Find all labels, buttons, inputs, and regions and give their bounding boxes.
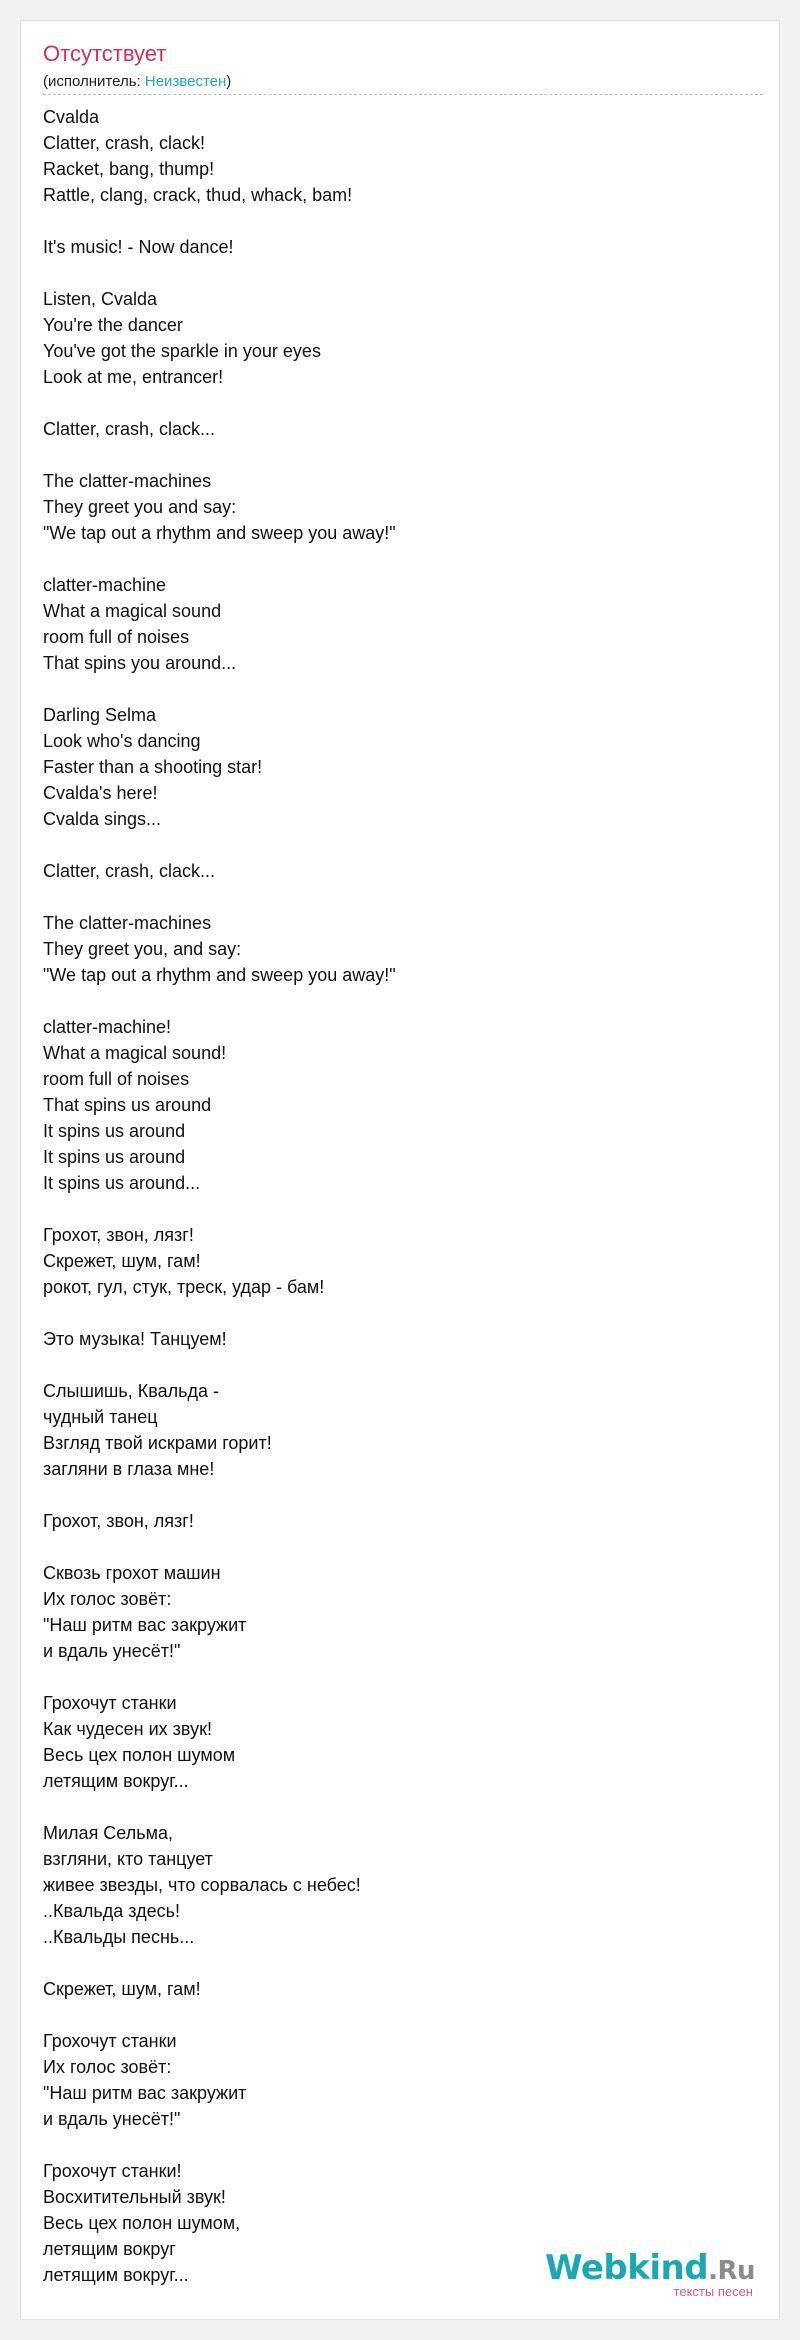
lyric-line: летящим вокруг	[43, 2239, 176, 2259]
lyric-line: Слышишь, Квальда -	[43, 1381, 220, 1401]
lyric-line: Грохочут станки	[43, 1693, 177, 1713]
stanza-break	[43, 1664, 763, 1690]
lyric-line: Faster than a shooting star!	[43, 757, 263, 777]
lyric-line: room full of noises	[43, 1069, 190, 1089]
lyric-line: Весь цех полон шумом,	[43, 2213, 241, 2233]
lyric-line: Грохочут станки	[43, 2031, 177, 2051]
lyric-line: Darling Selma	[43, 705, 157, 725]
lyric-line: ..Квальда здесь!	[43, 1901, 181, 1921]
lyric-line: Грохот, звон, лязг!	[43, 1511, 194, 1531]
lyric-line: Весь цех полон шумом	[43, 1745, 236, 1765]
lyric-line: Clatter, crash, clack...	[43, 419, 216, 439]
lyric-line: Скрежет, шум, гам!	[43, 1251, 201, 1271]
stanza-break	[43, 1196, 763, 1222]
stanza-break	[43, 260, 763, 286]
lyric-line: What a magical sound	[43, 601, 222, 621]
lyrics-text	[43, 104, 763, 2288]
stanza-break	[43, 2132, 763, 2158]
lyric-line: летящим вокруг...	[43, 2265, 189, 2285]
stanza-break	[43, 832, 763, 858]
lyric-line: clatter-machine	[43, 575, 167, 595]
lyric-line: чудный танец	[43, 1407, 158, 1427]
stanza-break	[43, 884, 763, 910]
lyric-line: That spins you around...	[43, 653, 237, 673]
lyric-line: You're the dancer	[43, 315, 183, 335]
lyric-line: It spins us around	[43, 1121, 186, 1141]
lyric-line: Racket, bang, thump!	[43, 159, 215, 179]
artist-byline	[43, 73, 231, 91]
stanza-break	[43, 988, 763, 1014]
lyric-line: Восхитительный звук!	[43, 2187, 226, 2207]
lyric-line: Милая Сельма,	[43, 1823, 173, 1843]
lyric-line: Грохочут станки!	[43, 2161, 182, 2181]
lyric-line: Listen, Cvalda	[43, 289, 158, 309]
lyric-line: Сквозь грохот машин	[43, 1563, 221, 1583]
byline-prefix: (исполнитель:	[43, 73, 145, 90]
lyric-line: It's music! - Now dance!	[43, 237, 234, 257]
lyrics-card	[20, 20, 780, 2320]
lyric-line: и вдаль унесёт!"	[43, 2109, 181, 2129]
stanza-break	[43, 546, 763, 572]
lyric-line: Cvalda	[43, 107, 100, 127]
stanza-break	[43, 1352, 763, 1378]
lyric-line: загляни в глаза мне!	[43, 1459, 215, 1479]
stanza-break	[43, 1534, 763, 1560]
stanza-break	[43, 2002, 763, 2028]
lyric-line: Look who's dancing	[43, 731, 201, 751]
lyric-line: room full of noises	[43, 627, 190, 647]
lyric-line: Cvalda's here!	[43, 783, 158, 803]
lyric-line: What a magical sound!	[43, 1043, 227, 1063]
lyric-line: "We tap out a rhythm and sweep you away!"	[43, 523, 396, 543]
lyric-line: летящим вокруг...	[43, 1771, 189, 1791]
stanza-break	[43, 390, 763, 416]
lyric-line: "Наш ритм вас закружит	[43, 1615, 247, 1635]
lyric-line: It spins us around...	[43, 1173, 201, 1193]
song-title: Отсутствует	[43, 41, 167, 66]
stanza-break	[43, 1300, 763, 1326]
lyric-line: взгляни, кто танцует	[43, 1849, 213, 1869]
lyric-line: Это музыка! Танцуем!	[43, 1329, 227, 1349]
byline-suffix: )	[226, 73, 232, 90]
stanza-break	[43, 1950, 763, 1976]
stanza-break	[43, 442, 763, 468]
lyric-line: ..Квальды песнь...	[43, 1927, 195, 1947]
lyric-line: It spins us around	[43, 1147, 186, 1167]
lyric-line: Rattle, clang, crack, thud, whack, bam!	[43, 185, 353, 205]
lyric-line: Их голос зовёт:	[43, 2057, 172, 2077]
stanza-break	[43, 676, 763, 702]
lyric-line: Look at me, entrancer!	[43, 367, 224, 387]
logo-brand: Webkind	[545, 2248, 709, 2288]
stanza-break	[43, 208, 763, 234]
lyric-line: That spins us around	[43, 1095, 212, 1115]
lyric-line: и вдаль унесёт!"	[43, 1641, 181, 1661]
lyric-line: You've got the sparkle in your eyes	[43, 341, 321, 361]
lyric-line: Как чудесен их звук!	[43, 1719, 212, 1739]
lyric-line: The clatter-machines	[43, 471, 212, 491]
lyric-line: Скрежет, шум, гам!	[43, 1979, 201, 1999]
lyric-line: "Наш ритм вас закружит	[43, 2083, 247, 2103]
lyric-line: Взгляд твой искрами горит!	[43, 1433, 272, 1453]
lyric-line: They greet you, and say:	[43, 939, 242, 959]
lyric-line: Их голос зовёт:	[43, 1589, 172, 1609]
lyric-line: Clatter, crash, clack...	[43, 861, 216, 881]
lyric-line: Грохот, звон, лязг!	[43, 1225, 194, 1245]
lyric-line: Clatter, crash, clack!	[43, 133, 206, 153]
lyric-line: живее звезды, что сорвалась с небес!	[43, 1875, 361, 1895]
webkind-logo[interactable]	[545, 2250, 755, 2299]
lyric-line: Cvalda sings...	[43, 809, 162, 829]
lyric-line: clatter-machine!	[43, 1017, 172, 1037]
stanza-break	[43, 1794, 763, 1820]
logo-tagline: тексты песен	[673, 2284, 753, 2299]
artist-link[interactable]: Неизвестен	[144, 73, 227, 90]
lyric-line: рокот, гул, стук, треск, удар - бам!	[43, 1277, 325, 1297]
title-divider	[43, 94, 763, 95]
logo-tld: .Ru	[708, 2256, 755, 2286]
lyric-line: They greet you and say:	[43, 497, 237, 517]
lyric-line: The clatter-machines	[43, 913, 212, 933]
lyric-line: "We tap out a rhythm and sweep you away!"	[43, 965, 396, 985]
stanza-break	[43, 1482, 763, 1508]
